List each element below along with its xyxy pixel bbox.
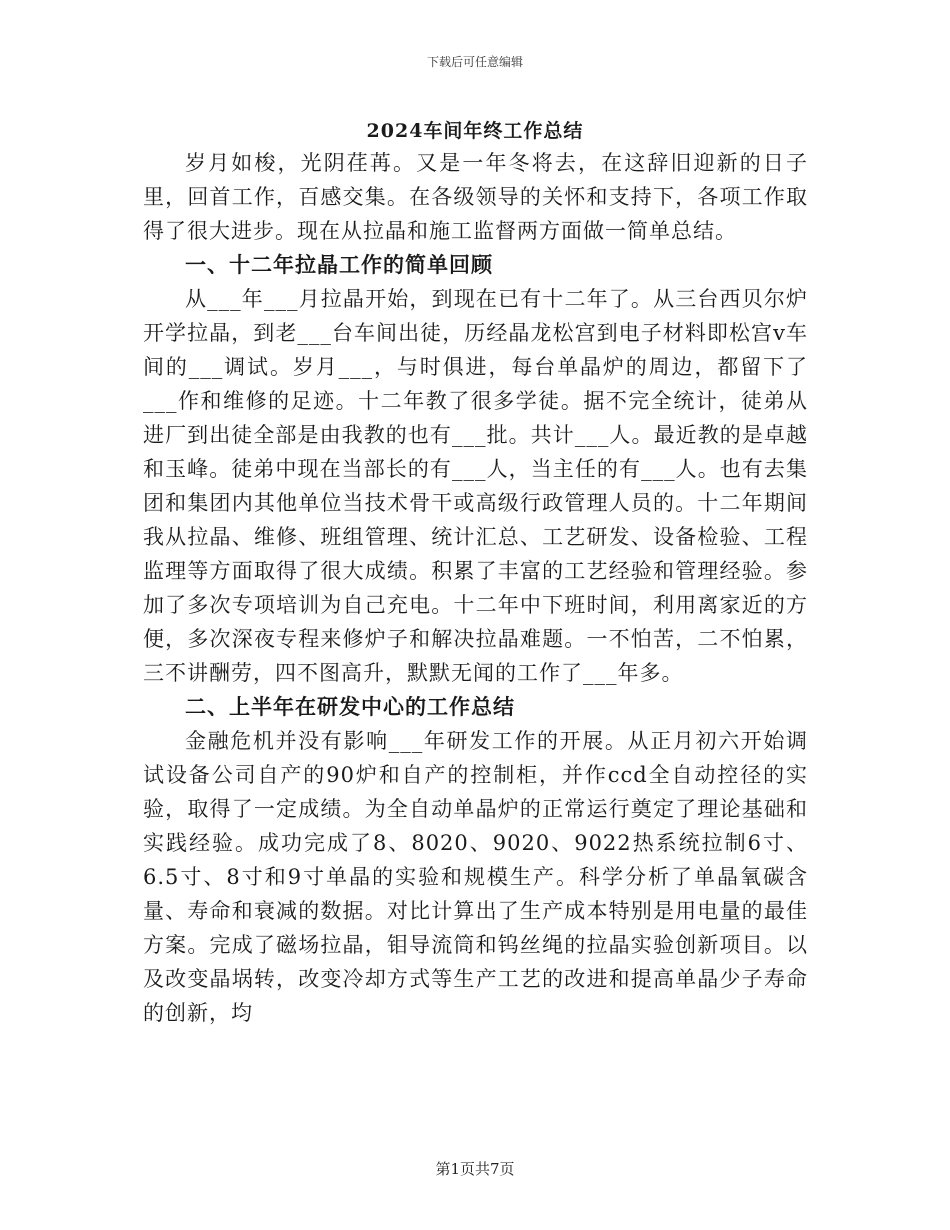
section-1-paragraph: 从___年___月拉晶开始，到现在已有十二年了。从三台西贝尔炉开学拉晶，到老___台车间出徒，历经晶龙松宫到电子材料即松宫v车间的___调试。岁月___，与时俱进，每台单晶炉的周边，都留下了___作和维修的足迹。十二年教了很多学徒。据不完全统计，徒弟从进厂到出徒全部是由我教的也有___批。共计___人。最近教的是卓越和玉峰。徒弟中现在当部长的有___人，当主任的有___人。也有去集团和集团内其他单位当技术骨干或高级行政管理人员的。十二年期间我从拉晶、维修、班组管理、统计汇总、工艺研发、设备检验、工程监理等方面取得了很大成绩。积累了丰富的工艺经验和管理经验。参加了多次专项培训为自己充电。十二年中下班时间，利用离家近的方便，多次深夜专程来修炉子和解决拉晶难题。一不怕苦，二不怕累，三不讲酬劳，四不图高升，默默无闻的工作了___年多。 [143, 287, 808, 685]
document-title: 2024车间年终工作总结 [366, 120, 584, 142]
document-body [143, 146, 808, 1030]
header-note: 下载后可任意编辑 [426, 55, 523, 69]
section-2-paragraph: 金融危机并没有影响___年研发工作的开展。从正月初六开始调试设备公司自产的90炉和自产的控制柜，并作ccd全自动控径的实验，取得了一定成绩。为全自动单晶炉的正常运行奠定了理论基础和实践经验。成功完成了8、8020、9020、9022热系统拉制6寸、6.5寸、8寸和9寸单晶的实验和规模生产。科学分析了单晶氧碳含量、寿命和衰减的数据。对比计算出了生产成本特别是用电量的最佳方案。完成了磁场拉晶，钼导流筒和钨丝绳的拉晶实验创新项目。以及改变晶埚转，改变冷却方式等生产工艺的改进和提高单晶少子寿命的创新，均 [143, 729, 808, 1025]
intro-paragraph: 岁月如梭，光阴荏苒。又是一年冬将去，在这辞旧迎新的日子里，回首工作，百感交集。在各级领导的关怀和支持下，各项工作取得了很大进步。现在从拉晶和施工监督两方面做一简单总结。 [143, 151, 808, 243]
section-1-heading: 一、十二年拉晶工作的简单回顾 [185, 252, 493, 277]
page-number: 第1页共7页 [435, 1160, 515, 1178]
section-2-heading: 二、上半年在研发中心的工作总结 [185, 694, 515, 719]
